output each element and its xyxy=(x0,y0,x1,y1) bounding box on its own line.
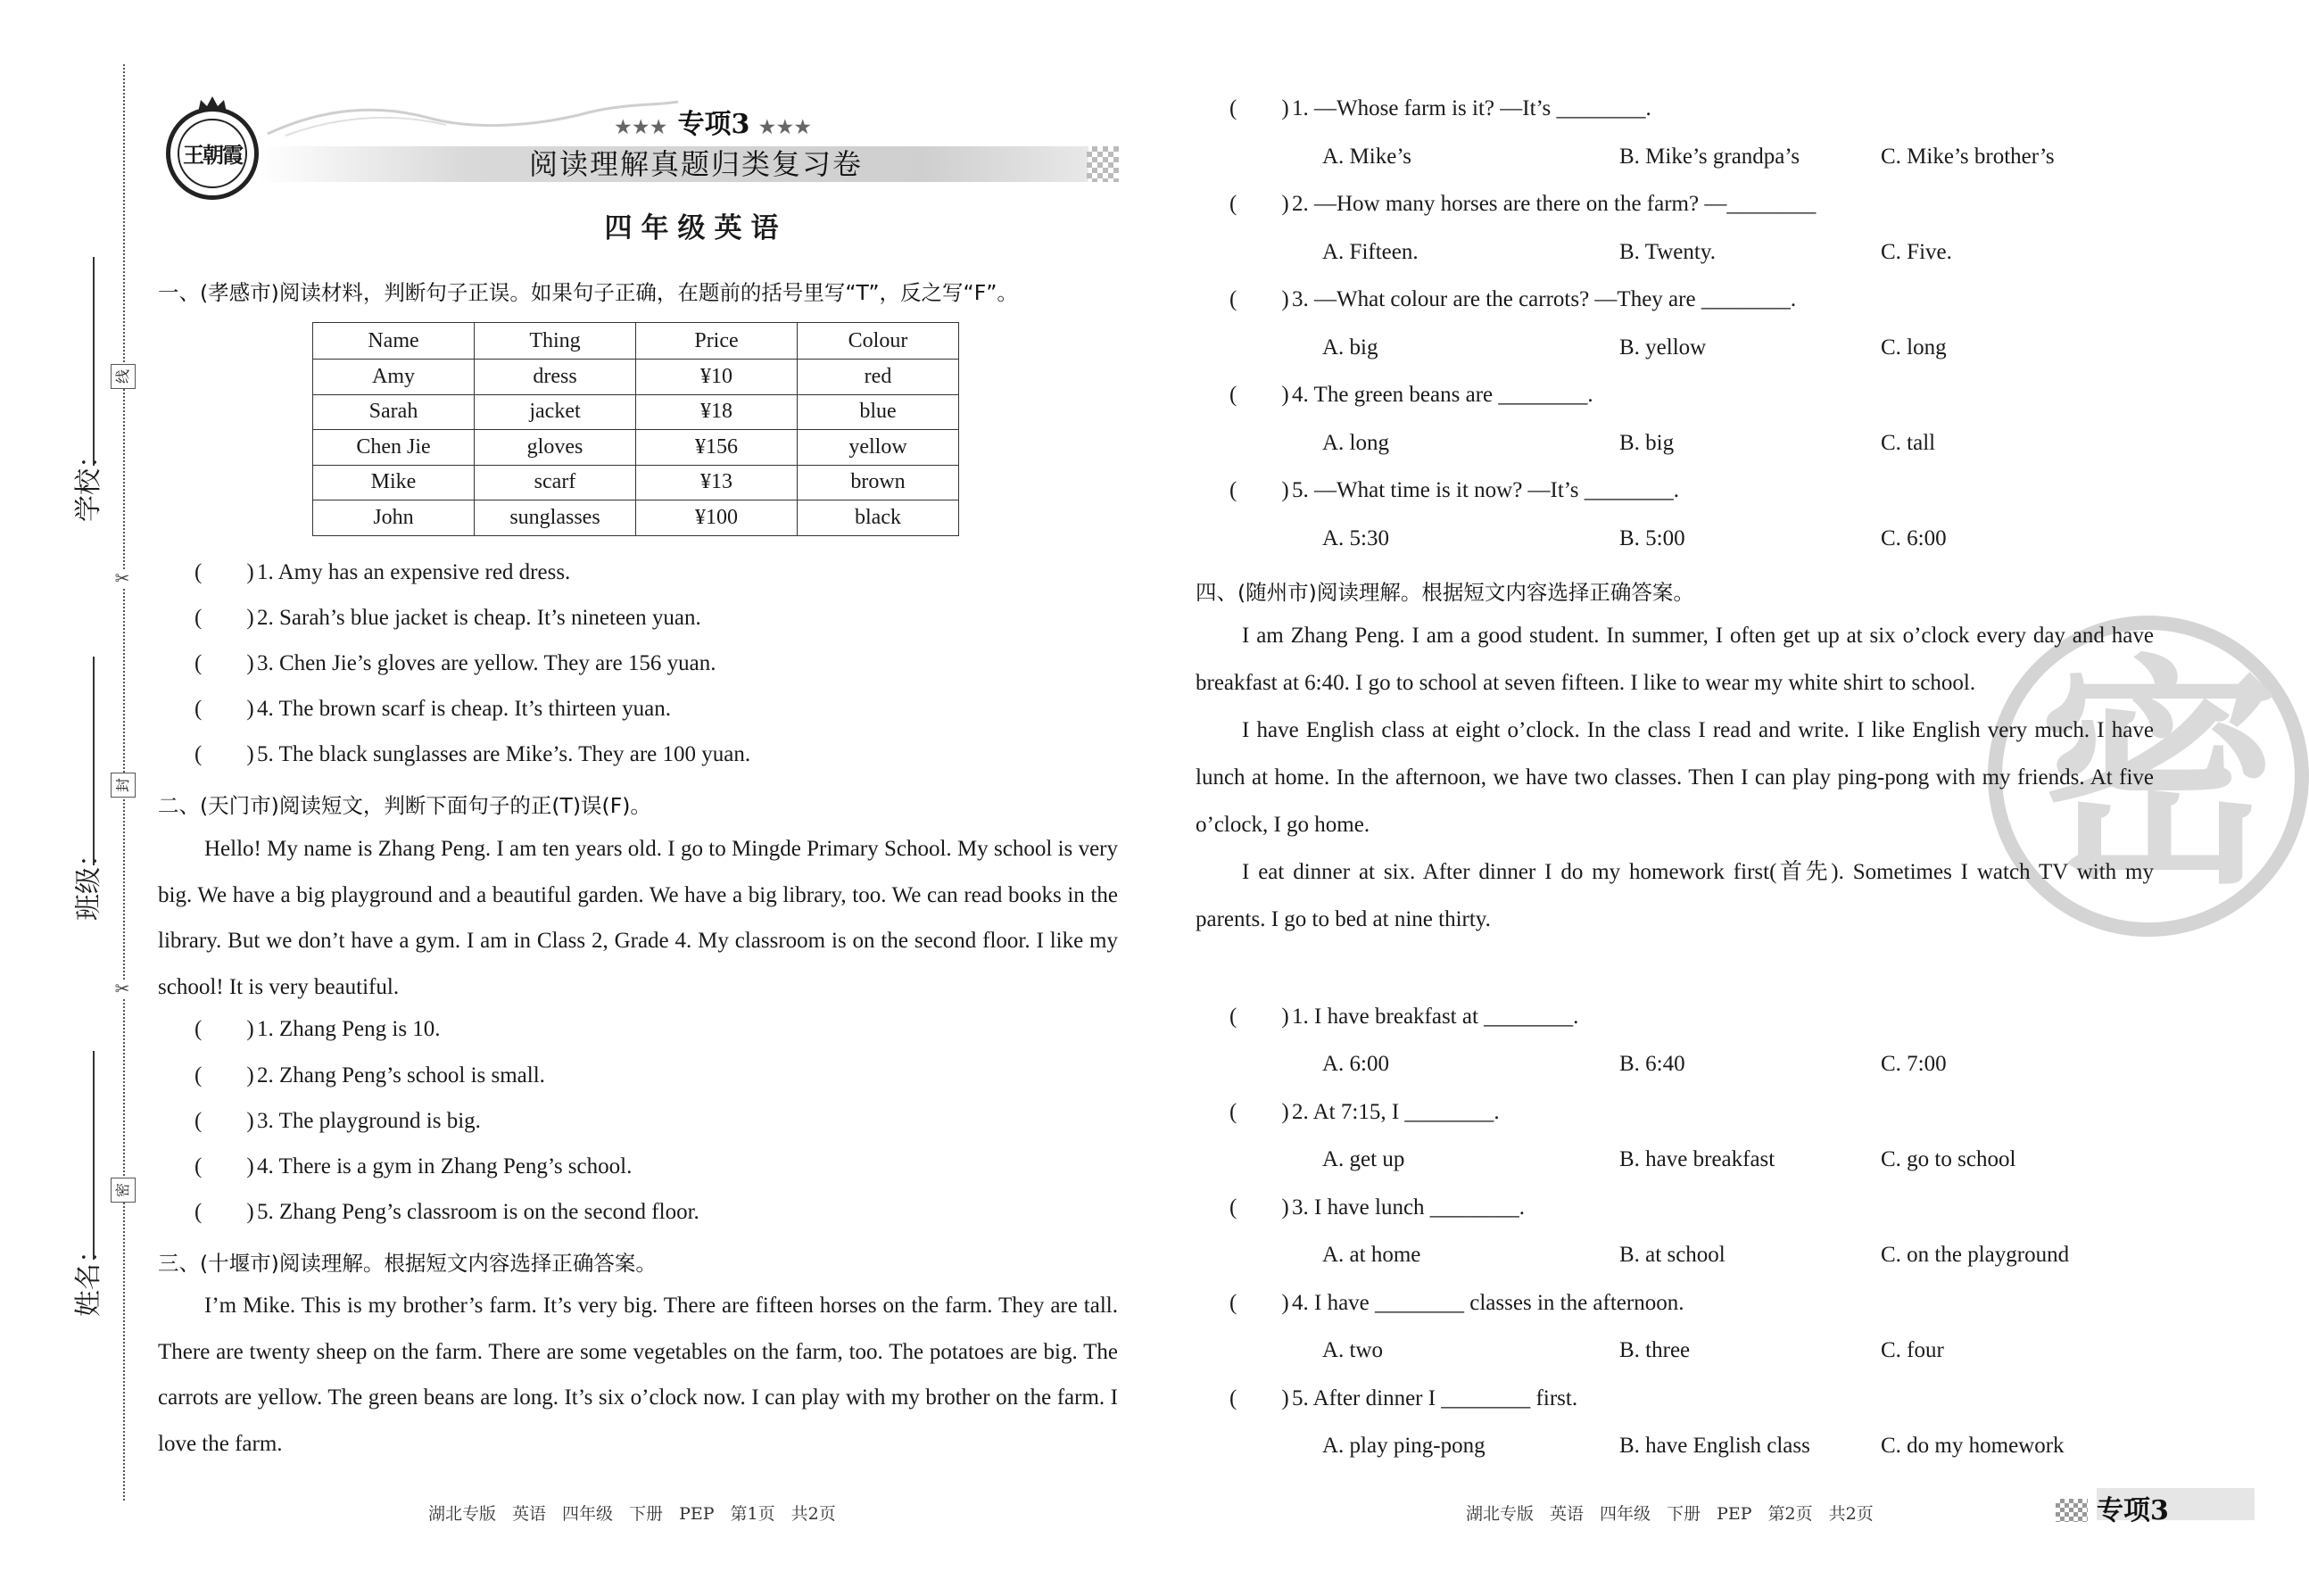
s3-q5-option-b[interactable]: B. 5:00 xyxy=(1619,526,1685,550)
table-cell: dress xyxy=(475,360,636,395)
answer-paren[interactable] xyxy=(194,1154,257,1179)
paren-open: ( xyxy=(1229,1386,1237,1410)
s3-q1-option-c[interactable]: C. Mike’s brother’s xyxy=(1881,145,2055,169)
table-header-cell: Price xyxy=(636,323,798,360)
table-row xyxy=(313,360,959,395)
class-underline xyxy=(93,657,95,865)
table-header-cell: Name xyxy=(313,323,475,360)
s4-q1-option-b[interactable]: B. 6:40 xyxy=(1619,1052,1685,1076)
paren-open: ( xyxy=(1229,1291,1237,1315)
footer-item: 第1页 xyxy=(730,1504,775,1524)
table-cell: ¥13 xyxy=(636,465,798,500)
school-label: 学校： xyxy=(73,442,104,522)
paren-open: ( xyxy=(194,1200,203,1224)
s4-q1-option-c[interactable]: C. 7:00 xyxy=(1881,1052,1947,1076)
paren-open: ( xyxy=(1229,96,1237,120)
question-text: 3. —What colour are the carrots? —They are ________. xyxy=(1292,287,1797,311)
answer-paren[interactable] xyxy=(194,560,257,585)
paren-open: ( xyxy=(194,742,203,766)
table-row xyxy=(313,500,959,536)
table-cell: ¥18 xyxy=(636,394,798,430)
paren-open: ( xyxy=(1229,383,1237,407)
s4-q1-option-a[interactable]: A. 6:00 xyxy=(1322,1052,1389,1076)
s4-q3-option-c[interactable]: C. on the playground xyxy=(1881,1243,2070,1267)
paren-close: ) xyxy=(1281,1386,1289,1410)
question-text: 1. I have breakfast at ________. xyxy=(1292,1005,1579,1029)
answer-paren[interactable] xyxy=(194,651,257,676)
section4-passage xyxy=(1196,612,2154,943)
paren-open: ( xyxy=(194,697,203,721)
section3-passage xyxy=(158,1283,1118,1467)
footer-item: 四年级 xyxy=(562,1504,614,1524)
table-cell: Mike xyxy=(313,465,475,500)
s2-question-5 xyxy=(194,1200,699,1225)
table-cell: ¥100 xyxy=(636,500,798,536)
paren-close: ) xyxy=(1281,478,1289,502)
stars-left: ★★★ xyxy=(615,116,669,137)
stars-right: ★★★ xyxy=(758,116,813,137)
paren-close: ) xyxy=(1281,1100,1289,1124)
answer-paren[interactable] xyxy=(194,697,257,722)
series-label xyxy=(535,102,892,141)
paren-close: ) xyxy=(246,697,254,721)
question-text: 2. —How many horses are there on the farm? —________ xyxy=(1292,192,1817,216)
footer-item: 英语 xyxy=(512,1504,547,1524)
s1-question-1 xyxy=(194,560,570,585)
paren-close: ) xyxy=(246,1200,254,1224)
paren-close: ) xyxy=(1281,383,1289,407)
footer-item: 湖北专版 xyxy=(1466,1504,1535,1524)
table-cell: brown xyxy=(798,465,959,500)
s1-question-4 xyxy=(194,697,671,722)
series-text: 专项3 xyxy=(677,109,750,140)
paren-open: ( xyxy=(194,1109,203,1133)
answer-paren[interactable] xyxy=(1229,96,1292,121)
footer-item: PEP xyxy=(1717,1504,1752,1524)
grade-title: 四年级英语 xyxy=(604,212,788,244)
s4-q3-option-b[interactable]: B. at school xyxy=(1619,1243,1726,1267)
s4-q3-option-a[interactable]: A. at home xyxy=(1322,1243,1421,1267)
section2-heading: 二、(天门市)阅读短文，判断下面句子的正(T)误(F)。 xyxy=(158,793,651,818)
footer-item: 英语 xyxy=(1550,1504,1585,1524)
s2-question-2 xyxy=(194,1063,545,1088)
answer-paren[interactable] xyxy=(1229,1386,1292,1411)
section1-heading: 一、(孝感市)阅读材料，判断句子正误。如果句子正确，在题前的括号里写“T”，反之写“F”。 xyxy=(158,280,1018,305)
table-row xyxy=(313,430,959,466)
s4-q2-option-c[interactable]: C. go to school xyxy=(1881,1147,2016,1171)
question-text: 5. After dinner I ________ first. xyxy=(1292,1386,1578,1410)
s3-q4-option-b[interactable]: B. big xyxy=(1619,431,1675,455)
passage-text: Hello! My name is Zhang Peng. I am ten years old. I go to Mingde Primary School. My school is very big. We have a big playground and a beautiful garden. We have a big library, too. We can read books in the library. But we don’t have a gym. I am in Class 2, Grade 4. My classroom is on the second floor. I like my school! It is very beautiful. xyxy=(158,837,1118,999)
paren-close: ) xyxy=(246,1154,254,1178)
s3-q3-option-b[interactable]: B. yellow xyxy=(1619,335,1707,360)
s2-question-1 xyxy=(194,1017,441,1042)
s3-question-2 xyxy=(1229,192,1816,217)
s3-q3-option-c[interactable]: C. long xyxy=(1881,335,1947,360)
s3-q4-option-a[interactable]: A. long xyxy=(1322,431,1389,455)
passage-text: I eat dinner at six. After dinner I do my homework first(首先). Sometimes I watch TV with my parents. I go to bed at nine thirty. xyxy=(1196,860,2154,931)
table-cell: yellow xyxy=(798,430,959,466)
paren-open: ( xyxy=(194,1017,203,1041)
paren-open: ( xyxy=(1229,1195,1237,1220)
s4-q5-option-a[interactable]: A. play ping-pong xyxy=(1322,1434,1486,1458)
seal-char-secret: 密 xyxy=(111,1178,136,1203)
passage-paragraph xyxy=(1196,707,2154,848)
paren-close: ) xyxy=(1281,287,1289,311)
scissors-icon: ✂ xyxy=(112,980,132,999)
table-cell: John xyxy=(313,500,475,536)
paren-close: ) xyxy=(246,606,254,630)
s3-q2-option-b[interactable]: B. Twenty. xyxy=(1619,240,1716,264)
footer-item: 下册 xyxy=(1667,1504,1701,1524)
s2-question-3 xyxy=(194,1109,481,1134)
table-cell: ¥10 xyxy=(636,360,798,395)
watermark-char: 密 xyxy=(2039,635,2280,916)
passage-paragraph xyxy=(1196,612,2154,707)
s4-q4-option-b[interactable]: B. three xyxy=(1619,1338,1691,1362)
paren-open: ( xyxy=(194,651,203,675)
s1-question-2 xyxy=(194,606,701,631)
question-text: 1. Amy has an expensive red dress. xyxy=(257,560,571,584)
answer-paren[interactable] xyxy=(1229,478,1292,503)
paren-open: ( xyxy=(1229,478,1237,502)
s4-q2-option-a[interactable]: A. get up xyxy=(1322,1147,1405,1171)
answer-paren[interactable] xyxy=(194,742,257,767)
corner-checker-decoration xyxy=(2056,1499,2088,1522)
passage-text: I am Zhang Peng. I am a good student. In summer, I often get up at six o’clock every day and have breakfast at 6:40. I go to school at seven fifteen. I like to wear my white shirt to school. xyxy=(1196,624,2154,695)
answer-paren[interactable] xyxy=(1229,287,1292,312)
paren-close: ) xyxy=(246,651,254,675)
main-title: 阅读理解真题归类复习卷 xyxy=(528,147,863,181)
table-row xyxy=(313,465,959,500)
s4-q5-option-b[interactable]: B. have English class xyxy=(1619,1434,1810,1458)
answer-paren[interactable] xyxy=(194,606,257,631)
price-table xyxy=(312,322,959,536)
s3-question-1 xyxy=(1229,96,1651,121)
table-cell: jacket xyxy=(475,394,636,430)
name-label: 姓名： xyxy=(73,1236,104,1317)
scissors-icon: ✂ xyxy=(112,569,132,589)
question-text: 4. The brown scarf is cheap. It’s thirteen yuan. xyxy=(257,697,671,721)
publisher-logo xyxy=(166,107,259,200)
table-cell: gloves xyxy=(475,430,636,466)
footer-item: 四年级 xyxy=(1600,1504,1651,1524)
passage-text: I’m Mike. This is my brother’s farm. It’s very big. There are fifteen horses on the farm. They are tall. There are twenty sheep on the farm. There are some vegetables on the farm, too. The potatoes are big. The carrots are yellow. The green beans are long. It’s six o’clock now. I can play with my brother on the farm. I love the farm. xyxy=(158,1294,1118,1456)
s3-question-3 xyxy=(1229,287,1796,312)
paren-close: ) xyxy=(246,1063,254,1087)
answer-paren[interactable] xyxy=(194,1017,257,1042)
question-text: 5. Zhang Peng’s classroom is on the second floor. xyxy=(257,1200,699,1224)
table-cell: scarf xyxy=(475,465,636,500)
answer-paren[interactable] xyxy=(1229,192,1292,217)
question-text: 4. I have ________ classes in the afternoon. xyxy=(1292,1291,1684,1315)
question-text: 1. —Whose farm is it? —It’s ________. xyxy=(1292,96,1651,120)
s4-q5-option-c[interactable]: C. do my homework xyxy=(1881,1434,2065,1458)
s4-q4-option-a[interactable]: A. two xyxy=(1322,1338,1384,1362)
question-text: 4. There is a gym in Zhang Peng’s school. xyxy=(257,1154,633,1178)
answer-paren[interactable] xyxy=(1229,1005,1292,1030)
table-cell: sunglasses xyxy=(475,500,636,536)
paren-close: ) xyxy=(1281,1195,1289,1220)
s1-question-3 xyxy=(194,651,716,676)
paren-close: ) xyxy=(246,742,254,766)
footer-right xyxy=(1466,1501,1890,1525)
section3-heading: 三、(十堰市)阅读理解。根据短文内容选择正确答案。 xyxy=(158,1251,657,1276)
s2-question-4 xyxy=(194,1154,632,1179)
paren-open: ( xyxy=(1229,1100,1237,1124)
class-label: 班级： xyxy=(73,840,104,921)
answer-paren[interactable] xyxy=(194,1063,257,1088)
question-text: 4. The green beans are ________. xyxy=(1292,383,1593,407)
publisher-logo-text: 王朝霞 xyxy=(178,119,247,188)
footer-item: 共2页 xyxy=(1828,1504,1874,1524)
answer-paren[interactable] xyxy=(1229,383,1292,408)
paren-open: ( xyxy=(194,1063,203,1087)
question-text: 1. Zhang Peng is 10. xyxy=(257,1017,441,1041)
s3-q5-option-a[interactable]: A. 5:30 xyxy=(1322,526,1389,550)
question-text: 5. —What time is it now? —It’s ________. xyxy=(1292,478,1679,502)
answer-paren[interactable] xyxy=(1229,1100,1292,1125)
paren-close: ) xyxy=(246,1017,254,1041)
paren-open: ( xyxy=(1229,1005,1237,1029)
table-header-cell: Colour xyxy=(798,323,959,360)
paren-close: ) xyxy=(1281,1291,1289,1315)
passage-text: I have English class at eight o’clock. In the class I read and write. I like English very much. I have lunch at home. In the afternoon, we have two classes. Then I can play ping-pong with my friends. At five o’clock, I go home. xyxy=(1196,718,2154,837)
s3-q2-option-a[interactable]: A. Fifteen. xyxy=(1322,240,1419,264)
table-cell: Amy xyxy=(313,360,475,395)
section2-passage xyxy=(158,826,1118,1010)
table-cell: ¥156 xyxy=(636,430,798,466)
s3-q3-option-a[interactable]: A. big xyxy=(1322,335,1378,360)
table-cell: red xyxy=(798,360,959,395)
table-header-row xyxy=(313,323,959,360)
name-underline xyxy=(93,1051,95,1260)
question-text: 3. Chen Jie’s gloves are yellow. They are 156 yuan. xyxy=(257,651,716,675)
s4-question-3 xyxy=(1229,1195,1525,1220)
school-underline xyxy=(93,257,95,466)
paren-open: ( xyxy=(194,1154,203,1178)
question-text: 2. Sarah’s blue jacket is cheap. It’s nineteen yuan. xyxy=(257,606,701,630)
footer-item: 湖北专版 xyxy=(428,1504,497,1524)
answer-paren[interactable] xyxy=(194,1109,257,1134)
table-cell: Sarah xyxy=(313,394,475,430)
s3-question-5 xyxy=(1229,478,1679,503)
paren-close: ) xyxy=(1281,192,1289,216)
paren-open: ( xyxy=(1229,287,1237,311)
paren-close: ) xyxy=(1281,96,1289,120)
paren-open: ( xyxy=(194,560,203,584)
s3-q1-option-a[interactable]: A. Mike’s xyxy=(1322,145,1411,169)
question-text: 2. At 7:15, I ________. xyxy=(1292,1100,1500,1124)
question-text: 5. The black sunglasses are Mike’s. They are 100 yuan. xyxy=(257,742,751,766)
table-cell: Chen Jie xyxy=(313,430,475,466)
seal-char-line: 线 xyxy=(111,364,136,389)
s1-question-5 xyxy=(194,742,750,767)
footer-item: 共2页 xyxy=(790,1504,836,1524)
section4-heading: 四、(随州市)阅读理解。根据短文内容选择正确答案。 xyxy=(1196,580,1694,605)
footer-left xyxy=(428,1501,852,1525)
footer-item: 下册 xyxy=(629,1504,664,1524)
paren-open: ( xyxy=(1229,192,1237,216)
answer-paren[interactable] xyxy=(1229,1195,1292,1220)
question-text: 2. Zhang Peng’s school is small. xyxy=(257,1063,545,1087)
seal-char-seal: 封 xyxy=(111,773,136,798)
s4-q4-option-c[interactable]: C. four xyxy=(1881,1338,1944,1362)
s3-question-4 xyxy=(1229,383,1593,408)
paren-close: ) xyxy=(1281,1005,1289,1029)
s3-q5-option-c[interactable]: C. 6:00 xyxy=(1881,526,1947,550)
s4-question-2 xyxy=(1229,1100,1500,1125)
s3-q1-option-b[interactable]: B. Mike’s grandpa’s xyxy=(1619,145,1800,169)
footer-item: PEP xyxy=(679,1504,715,1524)
paren-close: ) xyxy=(246,560,254,584)
s4-question-4 xyxy=(1229,1291,1684,1316)
corner-series-label: 专项3 xyxy=(2097,1495,2169,1526)
passage-paragraph xyxy=(1196,848,2154,943)
footer-item: 第2页 xyxy=(1767,1504,1813,1524)
table-cell: black xyxy=(798,500,959,536)
answer-paren[interactable] xyxy=(194,1200,257,1225)
table-row xyxy=(313,394,959,430)
paren-open: ( xyxy=(194,606,203,630)
s4-question-1 xyxy=(1229,1005,1578,1030)
s4-question-5 xyxy=(1229,1386,1577,1411)
banner-checker-decoration xyxy=(1087,146,1119,182)
question-text: 3. The playground is big. xyxy=(257,1109,481,1133)
s3-q4-option-c[interactable]: C. tall xyxy=(1881,431,1936,455)
answer-paren[interactable] xyxy=(1229,1291,1292,1316)
paren-close: ) xyxy=(246,1109,254,1133)
question-text: 3. I have lunch ________. xyxy=(1292,1195,1526,1220)
table-cell: blue xyxy=(798,394,959,430)
s3-q2-option-c[interactable]: C. Five. xyxy=(1881,240,1952,264)
s4-q2-option-b[interactable]: B. have breakfast xyxy=(1619,1147,1775,1171)
table-header-cell: Thing xyxy=(475,323,636,360)
